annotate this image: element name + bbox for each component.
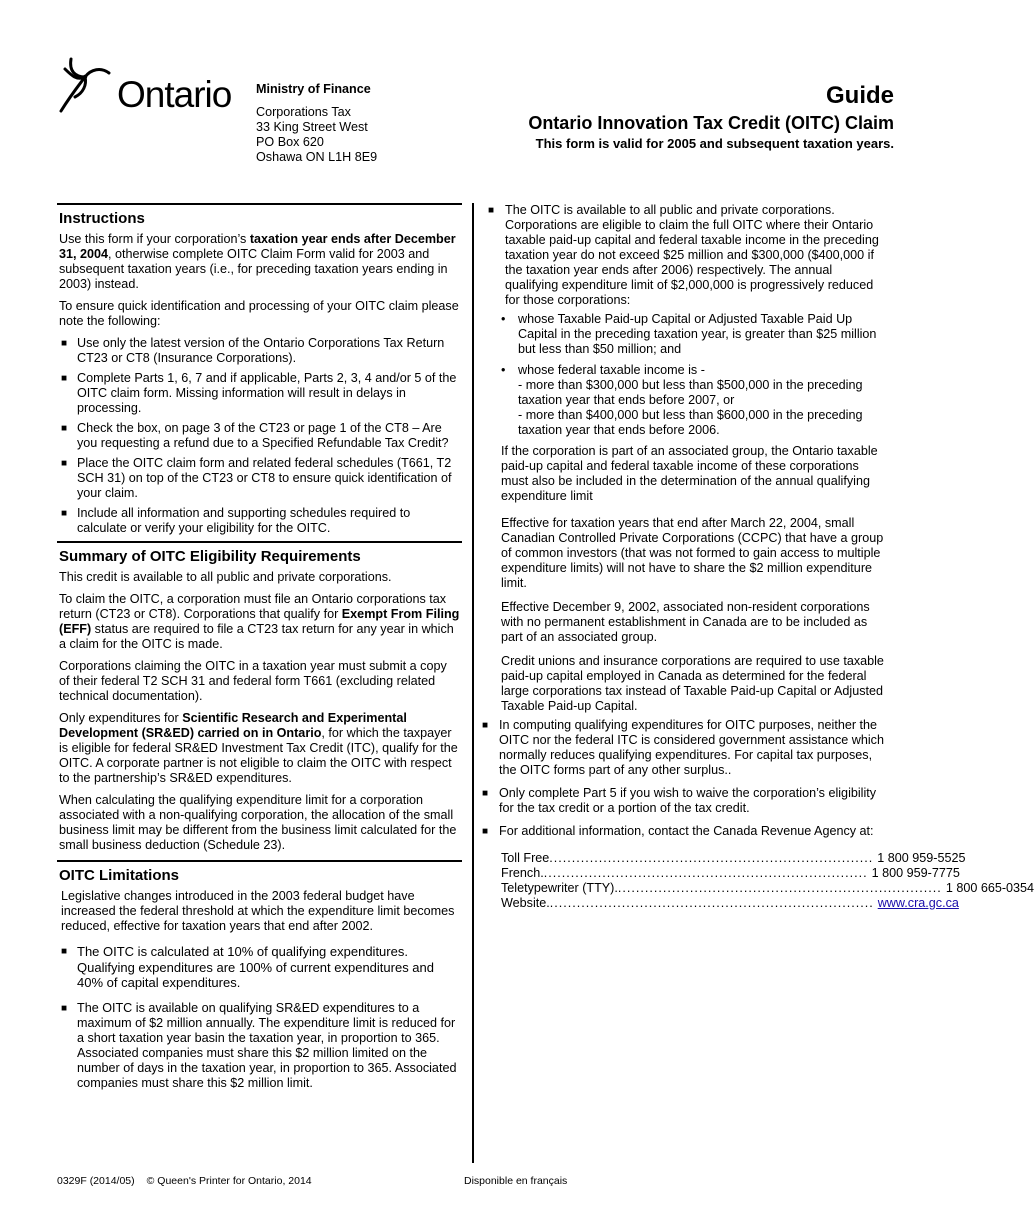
ontario-logo <box>57 55 237 119</box>
summary-paragraph: To claim the OITC, a corporation must file an Ontario corporations tax return (CT23 or CT8). Corporations that qualify for Exempt From Filing (EFF) status are required to file a CT23 tax return for any year in which a claim for the OITC is made. <box>59 592 460 651</box>
contact-row: French. ........................................................................ 1 800 959-7775 <box>501 866 960 880</box>
contact-row: Teletypewriter (TTY). ........................................................................ 1 800 665-0354 <box>501 881 1034 895</box>
sub-list-item: • whose federal taxable income is - - more than $300,000 but less than $500,000 in the preceding taxation year that ends before 2007, or - more than $400,000 but less than $600,000 in the preceding taxation year that ends before 2006. <box>501 363 863 437</box>
address-line: PO Box 620 <box>256 135 324 149</box>
title-block <box>528 82 894 152</box>
instructions-paragraph: To ensure quick identification and processing of your OITC claim please note the following: <box>59 299 459 328</box>
logo-wordmark: Ontario <box>117 74 232 115</box>
left-column <box>57 203 462 1096</box>
limitations-heading: OITC Limitations <box>57 860 462 885</box>
list-item: ■ Only complete Part 5 if you wish to waive the corporation’s eligibility for the tax credit or a portion of the tax credit. <box>482 786 877 815</box>
list-item: ■ The OITC is available on qualifying SR&ED expenditures to a maximum of $2 million annually. The expenditure limit is reduced for a short taxation year basin the taxation year, in proportion to 365. Associated companies must share this $2 million limited on the number of days in the taxation year, in proportion to 365. Associated companies must share this $2 million limit. <box>61 1000 457 1090</box>
list-item: ■ The OITC is available to all public and private corporations. Corporations are eligible to claim the full OITC where their Ontario taxable paid-up capital and federal taxable income in the preceding taxation year do not exceed $25 million and $300,000 ($400,000 if the taxation year ends after 2006) respectively. The annual qualifying expenditure limit of $2,000,000 is progressively reduced for those corporations: <box>488 203 879 307</box>
footer-left <box>57 1174 324 1189</box>
list-item: ■ Place the OITC claim form and related federal schedules (T661, T2 SCH 31) on top of the CT23 or CT8 to ensure quick identification of your claim. <box>61 456 452 500</box>
sub-list-item: • whose Taxable Paid-up Capital or Adjusted Taxable Paid Up Capital in the preceding taxation year, is greater than $25 million but less than $50 million; and <box>501 312 877 356</box>
text-run: , otherwise complete OITC Claim Form valid for 2003 and subsequent taxation years (i.e., for preceding taxation years ending in 2003) instead. <box>59 247 448 291</box>
text-run-bold: taxation year ends after December 31, 2004 <box>59 232 456 261</box>
right-paragraph: If the corporation is part of an associated group, the Ontario taxable paid-up capital and federal taxable income of these corporations must also be included in the determination of the annual qualifying expenditure limit <box>501 444 878 503</box>
list-item: ■ Include all information and supporting schedules required to calculate or verify your eligibility for the OITC. <box>61 506 411 535</box>
instructions-list <box>57 336 462 536</box>
valid-note: This form is valid for 2005 and subsequent taxation years. <box>535 136 894 151</box>
contact-table <box>484 851 1034 911</box>
limitations-paragraph: Legislative changes introduced in the 2003 federal budget have increased the federal threshold at which the expenditure limit becomes reduced, effective for taxation years that end after 2002. <box>61 889 455 933</box>
summary-paragraph: When calculating the qualifying expenditure limit for a corporation associated with a non-qualifying corporation, the allocation of the small business limit may be different from the business limit calculated for the small business deduction (Schedule 23). <box>59 793 457 852</box>
address-line: 33 King Street West <box>256 120 368 134</box>
list-item: ■ Complete Parts 1, 6, 7 and if applicable, Parts 2, 3, 4 and/or 5 of the OITC claim form. Missing information will result in delays in processing. <box>61 371 457 415</box>
list-item: ■ Use only the latest version of the Ontario Corporations Tax Return CT23 or CT8 (Insurance Corporations). <box>61 336 445 365</box>
summary-paragraph: Corporations claiming the OITC in a taxation year must submit a copy of their federal T2 SCH 31 and federal form T661 (excluding related technical documentation). <box>59 659 447 703</box>
list-item: ■ Check the box, on page 3 of the CT23 or page 1 of the CT8 – Are you requesting a refund due to a Specified Refundable Tax Credit? <box>61 421 449 450</box>
address-line: Oshawa ON L1H 8E9 <box>256 150 378 164</box>
right-paragraph: Effective for taxation years that end after March 22, 2004, small Canadian Controlled Private Corporations (CCPC) that have a group of common investors (that was not formed to gain access to multiple expenditure limits) will not have to share the $2 million expenditure limit. <box>501 516 884 590</box>
ministry-name: Ministry of Finance <box>256 82 371 96</box>
address-line: Corporations Tax <box>256 105 351 119</box>
copyright: © Queen's Printer for Ontario, 2014 <box>146 1175 312 1187</box>
summary-paragraph: This credit is available to all public and private corporations. <box>59 570 392 584</box>
sub-list <box>484 312 886 438</box>
summary-heading: Summary of OITC Eligibility Requirements <box>57 541 462 566</box>
form-code: 0329F (2014/05) <box>57 1175 135 1187</box>
summary-paragraph: Only expenditures for Scientific Research and Experimental Development (SR&ED) carried on in Ontario, for which the taxpayer is eligible for federal SR&ED Investment Tax Credit (ITC), qualify for the OITC. A corporate partner is not eligible to claim the OITC with respect to the partnership’s SR&ED expenditures. <box>59 711 458 785</box>
list-item: ■ The OITC is calculated at 10% of qualifying expenditures. Qualifying expenditures are 100% of current expenditures and 40% of capital expenditures. <box>61 944 434 990</box>
right-paragraph: Credit unions and insurance corporations are required to use taxable paid-up capital employed in Canada as determined for the federal large corporations tax instead of Taxable Paid-up Capital or Adjusted Taxable Paid-up Capital. <box>501 654 884 713</box>
column-divider <box>472 203 474 1163</box>
contact-row: Toll Free ........................................................................ 1 800 959-5525 <box>501 851 966 865</box>
ministry-address-block <box>256 82 377 165</box>
instructions-paragraph <box>57 232 462 292</box>
limitations-list <box>57 944 462 1091</box>
right-column <box>482 203 1034 911</box>
list-item: ■ For additional information, contact the Canada Revenue Agency at: <box>482 824 874 838</box>
form-title: Ontario Innovation Tax Credit (OITC) Claim <box>528 113 894 133</box>
instructions-heading: Instructions <box>57 203 462 228</box>
guide-heading: Guide <box>825 82 894 109</box>
website-link[interactable]: www.cra.gc.ca <box>877 896 959 910</box>
right-paragraph: Effective December 9, 2002, associated non-resident corporations with no permanent establishment in Canada are to be included as part of an associated group. <box>501 600 870 644</box>
text-run: Use this form if your corporation’s <box>59 232 250 246</box>
french-available: Disponible en français <box>464 1175 568 1187</box>
list-item: ■ In computing qualifying expenditures for OITC purposes, neither the OITC nor the federal ITC is considered government assistance which normally reduces qualifying expenditures. For capital tax purposes, the OITC forms part of any other surplus.. <box>482 718 884 777</box>
contact-row: Website. ........................................................................ www.cra.gc.ca <box>501 896 959 910</box>
